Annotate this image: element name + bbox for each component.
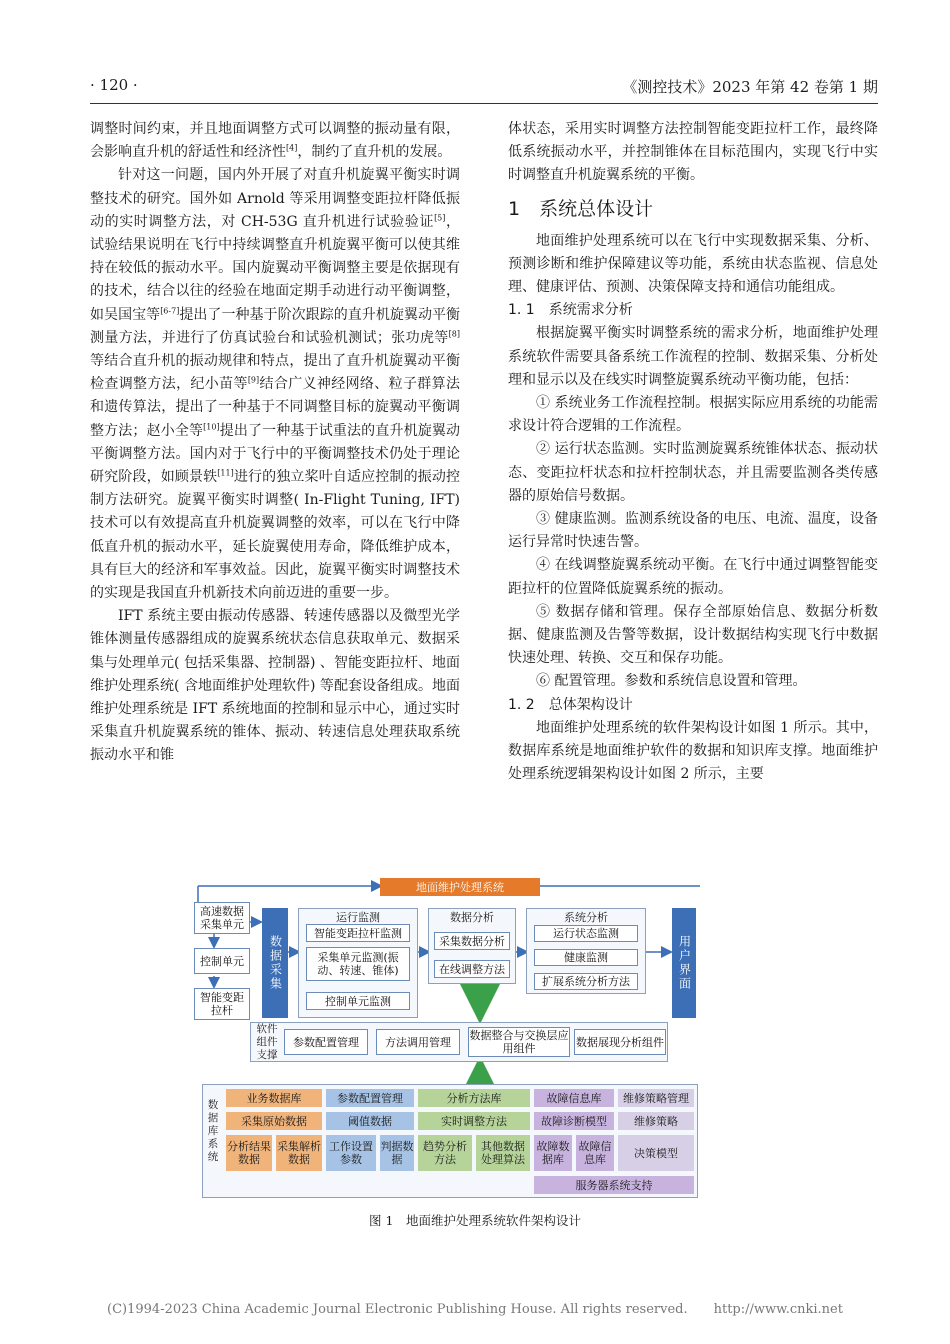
sw-data-display: 数据展现分析组件 — [574, 1029, 666, 1055]
da-online-tuning: 在线调整方法 — [434, 960, 510, 978]
figure-architecture — [190, 872, 700, 1200]
rm-pitch-rod: 智能变距拉杆监测 — [306, 924, 410, 942]
da-acq-analysis: 采集数据分析 — [434, 932, 510, 950]
citation[interactable]: [8] — [448, 329, 460, 339]
pitch-rod: 智能变距拉杆 — [194, 988, 250, 1020]
server-support: 服务器系统支持 — [534, 1176, 694, 1194]
db-work-param: 工作设置参数 — [326, 1135, 376, 1171]
user-interface: 用户界面 — [672, 908, 696, 1018]
citation[interactable]: [6-7] — [160, 305, 180, 315]
paragraph: 地面维护处理系统可以在飞行中实现数据采集、分析、预测诊断和维护保障建议等功能，系统由状态监视、信息处理、健康评估、预测、决策保障支持和通信功能组成。 — [508, 232, 878, 296]
citation[interactable]: [5] — [434, 213, 446, 223]
page-number: · 120 · — [90, 76, 138, 94]
list-item: ④ 在线调整旋翼系统动平衡。在飞行中通过调整智能变距拉杆的位置降低旋翼系统的振动。 — [508, 557, 878, 597]
list-item: ⑤ 数据存储和管理。保存全部原始信息、数据分析数据、健康监测及告警等数据，设计数据结构实现飞行中数据快速处理、转换、交互和保存功能。 — [508, 603, 878, 667]
citation[interactable]: [4] — [286, 143, 298, 153]
list-item: ③ 健康监测。监测系统设备的电压、电流、温度，设备运行异常时快速告警。 — [508, 511, 878, 551]
subsection-heading: 1. 1 系统需求分析 — [508, 302, 633, 319]
db-business: 业务数据库 — [226, 1089, 322, 1107]
citation[interactable]: [10] — [203, 421, 220, 431]
paragraph: 调整时间约束，并且地面调整方式可以调整的振动量有限，会影响直升机的舒适性和经济性[4]，制约了直升机的发展。 — [90, 121, 460, 161]
paragraph: 根据旋翼平衡实时调整系统的需求分析，地面维护处理系统软件需要具备系统工作流程的控制、数据采集、分析处理和显示以及在线实时调整旋翼系统动平衡功能，包括： — [508, 325, 878, 388]
control-unit: 控制单元 — [194, 948, 250, 974]
paragraph: IFT 系统主要由振动传感器、转速传感器以及微型光学锥体测量传感器组成的旋翼系统状态信息获取单元、数据采集与处理单元( 包括采集器、控制器) 、智能变距拉杆、地面维护处理系统( 含地面维护处理软件) 等配套设备组成。地面维护处理系统是 IFT 系统地面的控制和显示中心，通过实时采集直升机旋翼系统的锥体、振动、转速信息处理获取系统振动水平和锥 — [90, 608, 460, 764]
rm-ctrl-unit: 控制单元监测 — [306, 992, 410, 1010]
group-title: 运行监测 — [336, 911, 380, 924]
rm-acq-unit: 采集单元监测(振动、转速、锥体) — [306, 947, 410, 981]
db-label: 数据库系统 — [207, 1098, 219, 1163]
right-column — [508, 118, 878, 786]
db-threshold: 阈值数据 — [326, 1112, 414, 1130]
group-title: 数据分析 — [450, 911, 494, 924]
sa-ext-method: 扩展系统分析方法 — [534, 973, 638, 990]
db-fault-info2: 故障信息库 — [576, 1135, 614, 1171]
paragraph: 体状态，采用实时调整方法控制智能变距拉杆工作，最终降低系统振动水平，并控制锥体在目标范围内，实现飞行中实时调整直升机旋翼系统的平衡。 — [508, 121, 878, 184]
db-fault-info: 故障信息库 — [534, 1089, 614, 1107]
db-decision-model: 决策模型 — [618, 1135, 694, 1171]
list-item: ⑥ 配置管理。参数和系统信息设置和管理。 — [536, 673, 807, 690]
data-acquisition: 数据采集 — [262, 908, 288, 1018]
citation[interactable]: [11] — [217, 468, 234, 478]
header-rule — [90, 103, 878, 104]
sa-health: 健康监测 — [534, 949, 638, 966]
db-realtime-method: 实时调整方法 — [418, 1112, 530, 1130]
db-result: 分析结果数据 — [226, 1135, 272, 1171]
copyright-footer: (C)1994-2023 China Academic Journal Electronic Publishing House. All rights reserved. http://www.cnki.net — [107, 1302, 843, 1317]
paragraph: 针对这一问题，国内外开展了对直升机旋翼平衡实时调整技术的研究。国外如 Arnold 等采用调整变距拉杆降低振动的实时调整方法，对 CH-53G 直升机进行试验验证[5]，试验结果说明在飞行中持续调整直升机旋翼平衡可以使其维持在较低的振动水平。国内旋翼动平衡调整主要是依据现有的技术，结合以往的经验在地面定期手动进行动平衡调整，如吴国宝等[6-7]提出了一种基于阶次跟踪的直升机旋翼动平衡测量方法，并进行了仿真试验台和试验机测试；张功虎等[8]等结合直升机的振动规律和特点，提出了直升机旋翼动平衡检查调整方法，纪小苗等[9]结合广义神经网络、粒子群算法和遗传算法，提出了一种基于不同调整目标的旋翼动平衡调整方法；赵小全等[10]提出了一种基于试重法的直升机旋翼动平衡调整方法。国内对于飞行中的平衡调整技术仍处于理论研究阶段，如顾景轶[11]进行的独立桨叶自适应控制的振动控制方法研究。旋翼平衡实时调整( In-Flight Tuning, IFT) 技术可以有效提高直升机旋翼调整的效率，可以在飞行中降低直升机的振动水平，延长旋翼使用寿命，降低维护成本，具有巨大的经济和军事效益。因此，旋翼平衡实时调整技术的实现是我国直升机新技术向前迈进的重要一步。 — [90, 167, 461, 602]
db-method-lib: 分析方法库 — [418, 1089, 530, 1107]
db-maint-strategy: 维修策略 — [618, 1112, 694, 1130]
sw-data-exchange: 数据整合与交换层应用组件 — [469, 1029, 569, 1055]
hs-acq-unit: 高速数据采集单元 — [194, 902, 250, 934]
journal-title: 《测控技术》2023 年第 42 卷第 1 期 — [622, 78, 878, 96]
section-heading: 1 系统总体设计 — [508, 197, 654, 220]
subsection-heading: 1. 2 总体架构设计 — [508, 696, 633, 713]
db-param-config: 参数配置管理 — [326, 1089, 414, 1107]
db-criteria: 判据数据 — [380, 1135, 414, 1171]
figure-caption: 图 1 地面维护处理系统软件架构设计 — [369, 1213, 581, 1228]
left-column — [90, 118, 460, 768]
db-maint-policy: 维修策略管理 — [618, 1089, 694, 1107]
sa-run-state: 运行状态监测 — [534, 925, 638, 942]
db-fault-db: 故障数据库 — [534, 1135, 572, 1171]
list-item: ② 运行状态监测。实时监测旋翼系统锥体状态、振动状态、变距拉杆状态和拉杆控制状态，并且需要监测各类传感器的原始信号数据。 — [508, 441, 878, 504]
page-header — [90, 76, 878, 102]
sw-param-config: 参数配置管理 — [284, 1029, 368, 1055]
group-title: 系统分析 — [564, 911, 608, 924]
list-item: ① 系统业务工作流程控制。根据实际应用系统的功能需求设计符合逻辑的工作流程。 — [508, 395, 878, 435]
citation[interactable]: [9] — [247, 375, 260, 385]
db-trend: 趋势分析方法 — [418, 1135, 472, 1171]
banner-ground-system: 地面维护处理系统 — [380, 878, 540, 896]
db-other-algo: 其他数据处理算法 — [476, 1135, 530, 1171]
sw-support-label: 软件组件支撑 — [256, 1022, 278, 1061]
db-raw: 采集原始数据 — [226, 1112, 322, 1130]
paragraph: 地面维护处理系统的软件架构设计如图 1 所示。其中，数据库系统是地面维护软件的数据和知识库支撑。地面维护处理系统逻辑架构设计如图 2 所示，主要 — [508, 719, 878, 783]
sw-method-call: 方法调用管理 — [376, 1029, 460, 1055]
db-fault-diag: 故障诊断模型 — [534, 1112, 614, 1130]
db-parsed: 采集解析数据 — [276, 1135, 322, 1171]
